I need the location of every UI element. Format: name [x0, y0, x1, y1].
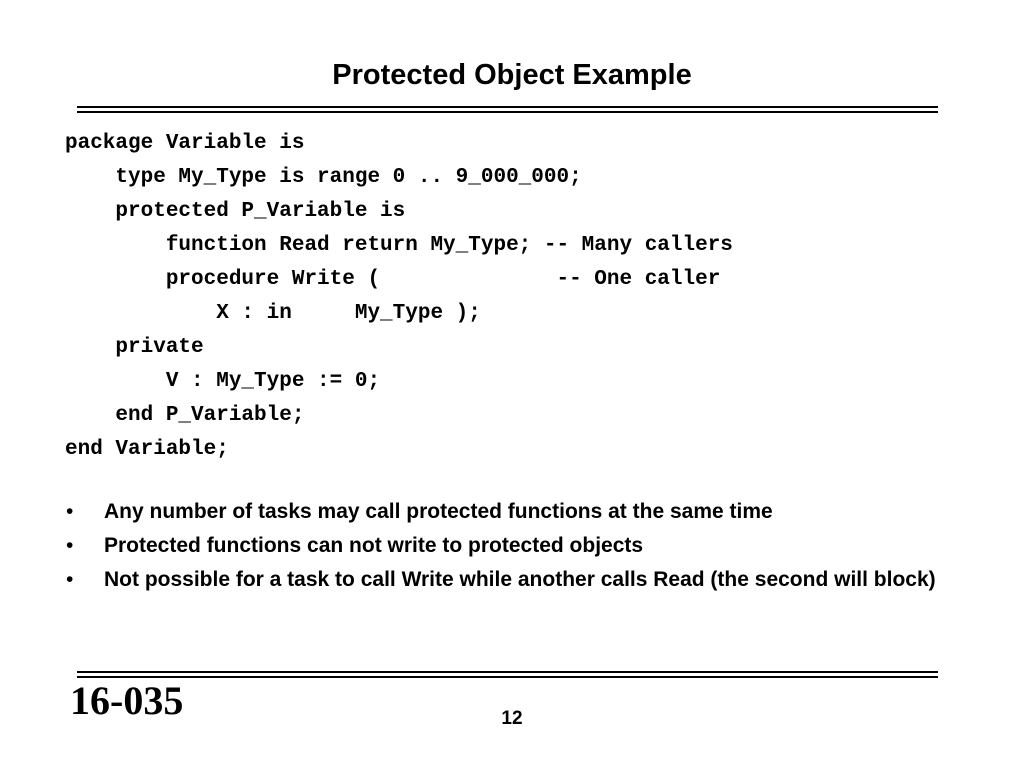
- code-line: type My_Type is range 0 .. 9_000_000;: [65, 166, 582, 189]
- code-line: end P_Variable;: [65, 404, 305, 427]
- footer-divider-lower: [77, 676, 938, 678]
- code-line: function Read return My_Type; -- Many callers: [65, 234, 733, 257]
- code-line: procedure Write ( -- One caller: [65, 268, 721, 291]
- slide-title: Protected Object Example: [332, 59, 692, 91]
- page-number: 12: [501, 708, 523, 729]
- code-line: private: [65, 336, 204, 359]
- title-divider-lower: [77, 111, 938, 113]
- bullet-text: Any number of tasks may call protected functions at the same time: [104, 500, 773, 523]
- code-line: V : My_Type := 0;: [65, 370, 381, 393]
- bullet-icon: •: [66, 568, 74, 591]
- bullet-text: Not possible for a task to call Write while another calls Read (the second will block): [104, 568, 936, 591]
- code-line: X : in My_Type );: [65, 302, 481, 325]
- code-line: protected P_Variable is: [65, 200, 406, 223]
- bullet-item: [66, 534, 946, 558]
- bullet-list: [66, 500, 946, 602]
- course-number: 16-035: [70, 678, 184, 723]
- title-divider-upper: [77, 106, 938, 108]
- bullet-item: [66, 500, 946, 524]
- code-line: package Variable is: [65, 132, 305, 155]
- bullet-icon: •: [66, 534, 74, 557]
- bullet-item: [66, 568, 946, 592]
- bullet-icon: •: [66, 500, 74, 523]
- code-line: end Variable;: [65, 438, 229, 461]
- code-block: [65, 127, 733, 467]
- bullet-text: Protected functions can not write to protected objects: [104, 534, 644, 557]
- footer-divider-upper: [77, 671, 938, 673]
